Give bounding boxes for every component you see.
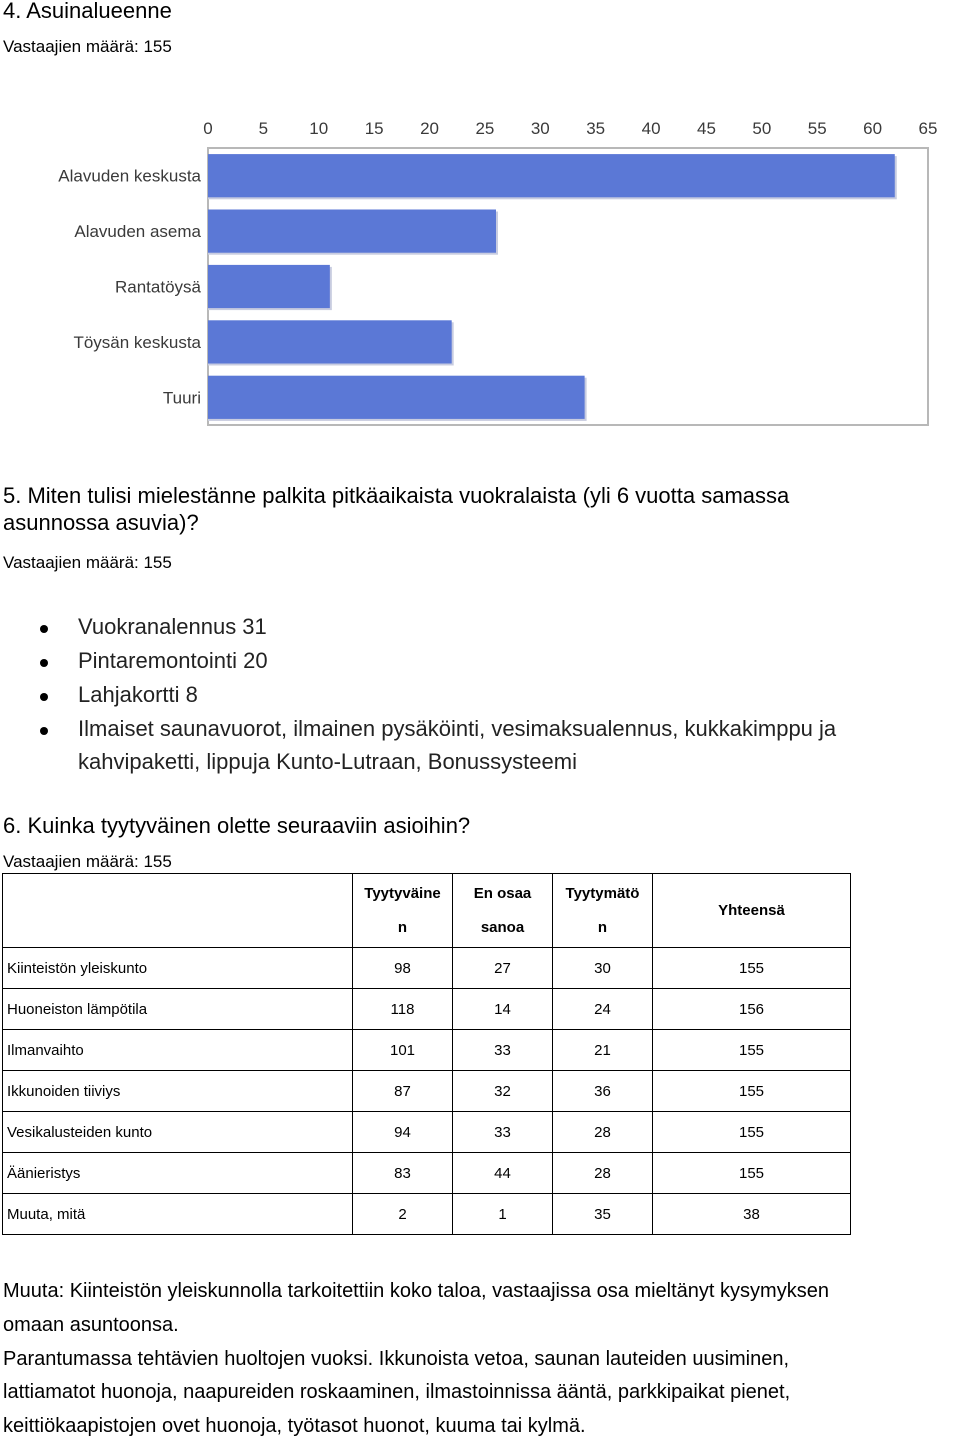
- row-label: Äänieristys: [3, 1153, 353, 1194]
- row-label: Ilmanvaihto: [3, 1030, 353, 1071]
- asuinalue-bar-chart: [0, 110, 960, 440]
- cell-tyytyvainen: 87: [353, 1071, 453, 1112]
- table-header-tyytymaton: Tyytymätö n: [553, 874, 653, 948]
- row-label: Huoneiston lämpötila: [3, 989, 353, 1030]
- x-tick-label: 10: [309, 119, 329, 138]
- bullet-icon: [40, 727, 48, 735]
- y-category-label: Rantatöysä: [115, 277, 201, 297]
- section-6-title: 6. Kuinka tyytyväinen olette seuraaviin asioihin?: [3, 813, 471, 838]
- cell-tyytymaton: 35: [553, 1194, 653, 1235]
- y-category-label: Tuuri: [162, 388, 201, 408]
- row-label: Kiinteistön yleiskunto: [3, 948, 353, 989]
- cell-tyytyvainen: 98: [353, 948, 453, 989]
- x-tick-label: 45: [697, 119, 716, 138]
- bullet-icon: [40, 625, 48, 633]
- section-4-title: 4. Asuinalueenne: [3, 0, 172, 23]
- cell-tyytymaton: 24: [553, 989, 653, 1030]
- table-row: [3, 1030, 851, 1071]
- list-item: Vuokranalennus 31: [78, 614, 267, 639]
- cell-tyytyvainen: 83: [353, 1153, 453, 1194]
- cell-tyytymaton: 30: [553, 948, 653, 989]
- cell-tyytyvainen: 94: [353, 1112, 453, 1153]
- x-tick-label: 40: [641, 119, 661, 138]
- section-4-respondents: Vastaajien määrä: 155: [3, 37, 172, 56]
- cell-en-osaa: 33: [453, 1030, 553, 1071]
- x-tick-label: 25: [475, 119, 495, 138]
- cell-en-osaa: 33: [453, 1112, 553, 1153]
- cell-tyytymaton: 28: [553, 1112, 653, 1153]
- table-header-yhteensa: Yhteensä: [653, 874, 851, 948]
- row-label: Ikkunoiden tiiviys: [3, 1071, 353, 1112]
- table-row: [3, 1071, 851, 1112]
- cell-tyytyvainen: 101: [353, 1030, 453, 1071]
- cell-tyytymaton: 21: [553, 1030, 653, 1071]
- cell-yhteensa: 155: [653, 1030, 851, 1071]
- cell-en-osaa: 32: [453, 1071, 553, 1112]
- x-tick-label: 30: [530, 119, 550, 138]
- y-category-label: Töysän keskusta: [73, 332, 201, 352]
- note-line: Parantumassa tehtävien huoltojen vuoksi. Ikkunoista vetoa, saunan lauteiden uusiminen,: [3, 1348, 790, 1370]
- cell-yhteensa: 155: [653, 1153, 851, 1194]
- bullet-icon: [40, 693, 48, 701]
- chart-svg: [0, 110, 960, 440]
- note-line: Muuta: Kiinteistön yleiskunnolla tarkoitettiin koko taloa, vastaajissa osa mieltänyt kysymyksen: [3, 1280, 829, 1302]
- x-tick-label: 5: [258, 119, 269, 138]
- bar: [208, 265, 330, 308]
- list-item: Ilmaiset saunavuorot, ilmainen pysäköinti, vesimaksualennus, kukkakimppu ja: [78, 716, 837, 741]
- y-category-label: Alavuden keskusta: [58, 166, 201, 186]
- section-6-respondents: Vastaajien määrä: 155: [3, 852, 172, 871]
- cell-tyytymaton: 28: [553, 1153, 653, 1194]
- note-line: keittiökaapistojen ovet huonoja, työtasot huonot, kuuma tai kylmä.: [3, 1415, 586, 1437]
- x-tick-label: 15: [364, 119, 384, 138]
- cell-yhteensa: 155: [653, 1112, 851, 1153]
- table-header-en-osaa-sanoa: En osaa sanoa: [453, 874, 553, 948]
- table-row: [3, 1112, 851, 1153]
- cell-tyytyvainen: 118: [353, 989, 453, 1030]
- cell-en-osaa: 1: [453, 1194, 553, 1235]
- table-row: [3, 1194, 851, 1235]
- section-5-respondents: Vastaajien määrä: 155: [3, 553, 172, 572]
- x-tick-label: 65: [918, 119, 938, 138]
- row-label: Vesikalusteiden kunto: [3, 1112, 353, 1153]
- row-label: Muuta, mitä: [3, 1194, 353, 1235]
- bar: [208, 376, 585, 419]
- bar: [208, 209, 496, 252]
- table-header-row: [3, 874, 851, 948]
- x-tick-label: 60: [863, 119, 883, 138]
- note-line: lattiamatot huonoja, naapureiden roskaaminen, ilmastoinnissa ääntä, parkkipaikat pienet,: [3, 1381, 791, 1403]
- bar: [208, 154, 895, 197]
- cell-en-osaa: 44: [453, 1153, 553, 1194]
- cell-yhteensa: 38: [653, 1194, 851, 1235]
- x-tick-label: 0: [203, 119, 213, 138]
- cell-tyytyvainen: 2: [353, 1194, 453, 1235]
- table-header-tyytyvainen: Tyytyväine n: [353, 874, 453, 948]
- list-item: Lahjakortti 8: [78, 682, 198, 707]
- list-item: Pintaremontointi 20: [78, 648, 268, 673]
- cell-yhteensa: 155: [653, 948, 851, 989]
- note-line: omaan asuntoonsa.: [3, 1314, 179, 1336]
- cell-en-osaa: 27: [453, 948, 553, 989]
- x-tick-label: 50: [752, 119, 772, 138]
- cell-yhteensa: 155: [653, 1071, 851, 1112]
- bar: [208, 320, 452, 363]
- table-header-empty: [3, 874, 353, 948]
- table-row: [3, 948, 851, 989]
- cell-tyytymaton: 36: [553, 1071, 653, 1112]
- section-5-title-line1: 5. Miten tulisi mielestänne palkita pitkäaikaista vuokralaista (yli 6 vuotta samassa: [3, 483, 790, 508]
- satisfaction-table: [2, 873, 851, 1235]
- x-tick-label: 35: [586, 119, 606, 138]
- table-row: [3, 989, 851, 1030]
- x-tick-label: 20: [420, 119, 439, 138]
- x-tick-label: 55: [807, 119, 827, 138]
- bullet-icon: [40, 659, 48, 667]
- cell-yhteensa: 156: [653, 989, 851, 1030]
- cell-en-osaa: 14: [453, 989, 553, 1030]
- y-category-label: Alavuden asema: [74, 222, 201, 242]
- list-item-continued: kahvipaketti, lippuja Kunto-Lutraan, Bonussysteemi: [78, 749, 577, 774]
- table-row: [3, 1153, 851, 1194]
- section-5-title-line2: asunnossa asuvia)?: [3, 510, 199, 535]
